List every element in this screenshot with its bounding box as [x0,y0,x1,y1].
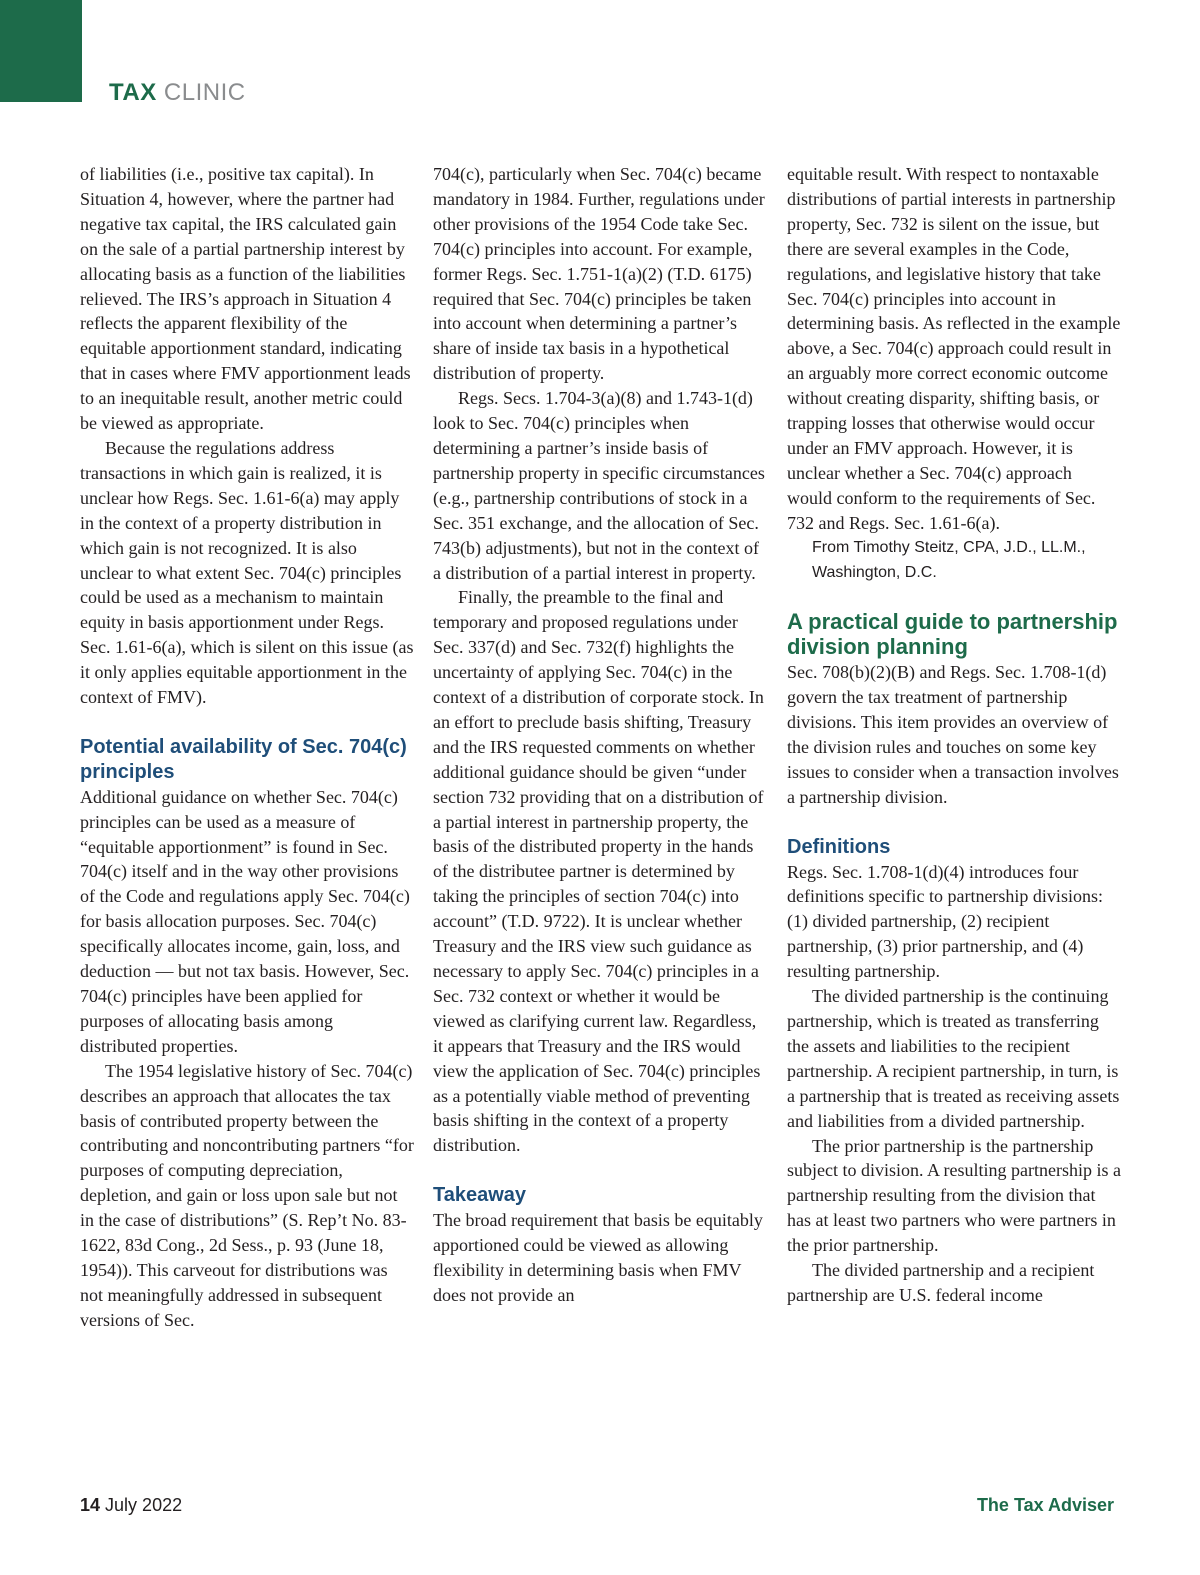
paragraph: 704(c), particularly when Sec. 704(c) became mandatory in 1984. Further, regulations under other provisions of the 1954 Code take Sec. 704(c) principles into account. For example, former Regs. Sec. 1.751-1(a)(2) (T.D. 6175) required that Sec. 704(c) principles be taken into account when determining a partner’s share of inside tax basis in a hypothetical distribution of property. [433,164,765,384]
paragraph: The 1954 legislative history of Sec. 704(c) describes an approach that allocates the tax basis of contributed property between the contributing and noncontributing partners “for purposes of computing depreciation, depletion, and gain or loss upon sale but not in the case of distributions” (S. Rep’t No. 83-1622, 83d Cong., 2d Sess., p. 93 (June 18, 1954)). This carveout for distributions was not meaningfully addressed in subsequent versions of Sec. [80,1060,414,1330]
paragraph: Finally, the preamble to the final and temporary and proposed regulations under Sec. 337(d) and Sec. 732(f) highlights the uncertainty of applying Sec. 704(c) in the context of a distribution of corporate stock. In an effort to preclude basis shifting, Treasury and the IRS requested comments on whether additional guidance should be given “under section 732 providing that on a distribution of a partial interest in partnership property, the basis of the distributed property in the hands of the distributee partner is determined by taking the principles of section 704(c) into account” (T.D. 9722). It is unclear whether Treasury and the IRS view such guidance as necessary to apply Sec. 704(c) principles in a Sec. 732 context or whether it would be viewed as clarifying current law. Regardless, it appears that Treasury and the IRS would view the application of Sec. 704(c) principles as a potentially viable method of preventing basis shifting in the context of a property distribution. [433,587,764,1156]
column-1 [80,162,414,1333]
paragraph: of liabilities (i.e., positive tax capital). In Situation 4, however, where the partner had negative tax capital, the IRS calculated gain on the sale of a partial partnership interest by allocating basis as a function of the liabilities relieved. The IRS’s approach in Situation 4 reflects the apparent flexibility of the equitable apportionment standard, indicating that in cases where FMV apportionment leads to an inequitable result, another metric could be viewed as appropriate. [80,164,411,434]
section-label [109,79,246,107]
author-byline: From Timothy Steitz, CPA, J.D., LL.M., Washington, D.C. [812,538,1086,581]
paragraph: The broad requirement that basis be equitably apportioned could be viewed as allowing flexibility in determining basis when FMV does not provide an [433,1210,763,1305]
page-number: 14 [80,1495,101,1515]
paragraph: Sec. 708(b)(2)(B) and Regs. Sec. 1.708-1(d) govern the tax treatment of partnership divisions. This item provides an overview of the division rules and touches on some key issues to consider when a transaction involves a partnership division. [787,662,1119,807]
footer-page-info [80,1495,182,1516]
publication-name: The Tax Adviser [976,1495,1114,1515]
column-2 [433,162,767,1308]
paragraph: Additional guidance on whether Sec. 704(c) principles can be used as a measure of “equitable apportionment” is found in Sec. 704(c) itself and in the way other provisions of the Code and regulations apply Sec. 704(c) for basis allocation purposes. Sec. 704(c) specifically allocates income, gain, loss, and deduction — but not tax basis. However, Sec. 704(c) principles have been applied for purposes of allocating basis among distributed properties. [80,786,410,1056]
paragraph: Because the regulations address transactions in which gain is realized, it is unclear how Regs. Sec. 1.61-6(a) may apply in the context of a property distribution in which gain is not recognized. It is also unclear to what extent Sec. 704(c) principles could be used as a mechanism to maintain equity in basis apportionment under Regs. Sec. 1.61-6(a), which is silent on this issue (as it only applies equitable apportionment in the context of FMV). [80,437,414,708]
issue-date: July 2022 [105,1495,183,1515]
section-heading: Potential availability of Sec. 704(c) principles [80,735,407,783]
paragraph: The divided partnership and a recipient partnership are U.S. federal income [787,1260,1095,1305]
paragraph: The prior partnership is the partnership subject to division. A resulting partnership is a partnership resulting from the division that has at least two partners who were partners in the prior partnership. [787,1135,1121,1256]
corner-accent-bar [0,0,82,102]
column-3 [787,162,1121,1308]
article-title: A practical guide to partnership division planning [787,609,1118,660]
paragraph: Regs. Sec. 1.708-1(d)(4) introduces four definitions specific to partnership divisions: (1) divided partnership, (2) recipient partnership, (3) prior partnership, and (4) resulting partnership. [787,861,1103,982]
paragraph: The divided partnership is the continuing partnership, which is treated as transferring the assets and liabilities to the recipient partnership. A recipient partnership, in turn, is a partnership that is treated as receiving assets and liabilities from a divided partnership. [787,986,1120,1131]
paragraph: Regs. Secs. 1.704-3(a)(8) and 1.743-1(d) look to Sec. 704(c) principles when determining a partner’s inside basis of partnership property in specific circumstances (e.g., partnership contributions of stock in a Sec. 351 exchange, and the allocation of Sec. 743(b) adjustments), but not in the context of a distribution of a partial interest in property. [433,388,765,583]
section-label-bold: TAX [109,79,157,106]
section-heading: Definitions [787,835,891,858]
section-heading: Takeaway [433,1184,527,1207]
section-label-light: CLINIC [163,79,246,106]
paragraph: equitable result. With respect to nontaxable distributions of partial interests in partnership property, Sec. 732 is silent on the issue, but there are several examples in the Code, regulations, and legislative history that take Sec. 704(c) principles into account in determining basis. As reflected in the example above, a Sec. 704(c) approach could result in an arguably more correct economic outcome without creating disparity, shifting basis, or trapping losses that otherwise would occur under an FMV approach. However, it is unclear whether a Sec. 704(c) approach would conform to the requirements of Sec. 732 and Regs. Sec. 1.61-6(a). [787,164,1121,533]
